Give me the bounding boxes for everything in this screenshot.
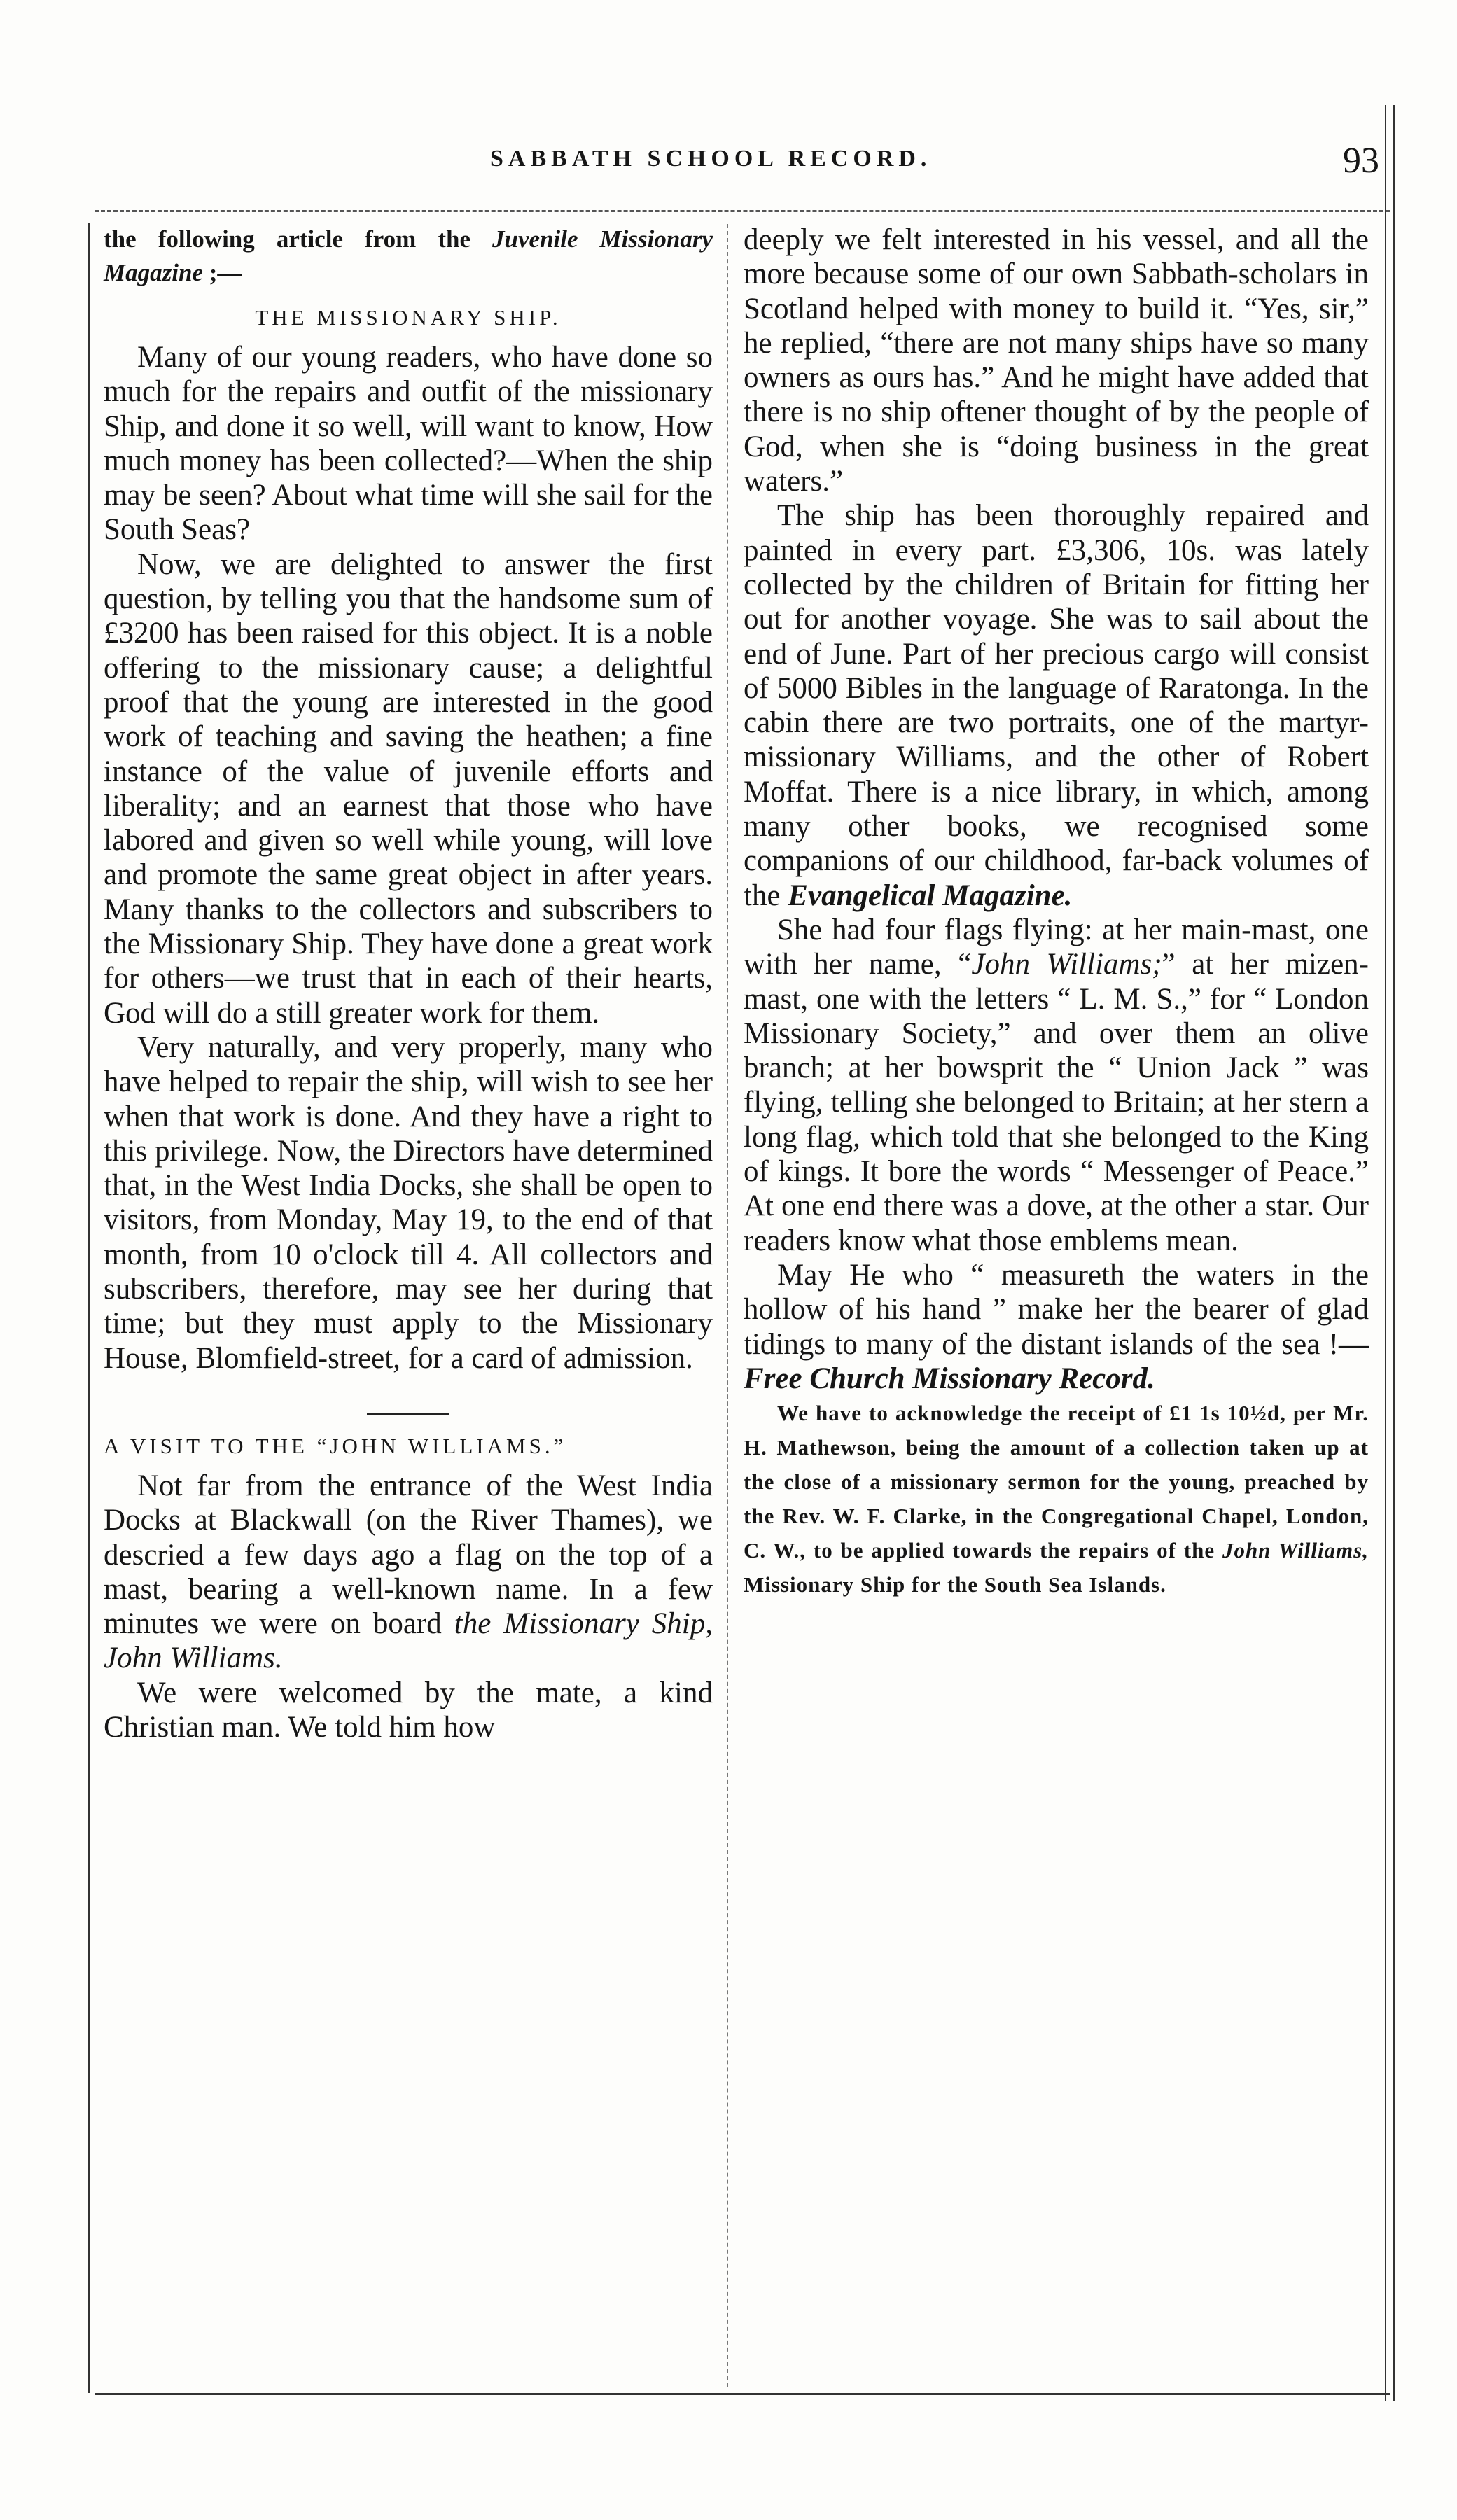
right-column	[744, 223, 1369, 1602]
paragraph-text: May He who “ measureth the waters in the hollow of his hand ” make her the bearer of glad tidings to many of the distant islands of the sea !—	[744, 1258, 1369, 1361]
column-divider	[727, 224, 728, 2387]
paragraph-text: Not far from the entrance of the West India Docks at Blackwall (on the River Thames), we descried a few days ago a flag on the top of a mast, bearing a well-known name. In a few minutes we were on board	[104, 1469, 713, 1641]
right-margin-line	[1393, 105, 1395, 2401]
right-margin-line-inner	[1385, 105, 1386, 2401]
paragraph	[744, 498, 1369, 913]
paragraph: Now, we are delighted to answer the first question, by telling you that the handsome sum of £3200 has been raised for this object. It is a noble offering to the missionary cause; a delightful proof that the young are interested in the good work of teaching and saving the heathen; a fine instance of the value of juvenile efforts and liberality; and an earnest that those who have labored and given so well while young, will love and promote the same great object in after years. Many thanks to the collectors and subscribers to the Missionary Ship. They have done a great work for others—we trust that in each of their hearts, God will do a still greater work for them.	[104, 547, 713, 1030]
magazine-title: Evangelical Magazine.	[788, 878, 1073, 912]
paragraph: deeply we felt interested in his vessel, and all the more because some of our own Sabbath-scholars in Scotland helped with money to build it. “Yes, sir,” he replied, “there are not many ships have so many owners as ours has.” And he might have added that there is no ship oftener thought of by the people of God, when she is “doing business in the great waters.”	[744, 223, 1369, 498]
running-title: SABBATH SCHOOL RECORD.	[490, 146, 932, 172]
intro-end: ;—	[202, 259, 242, 286]
paragraph: Very naturally, and very properly, many who have helped to repair the ship, will wish to see her when that work is done. And they have a right to this privilege. Now, the Directors have determined that, in the West India Docks, she shall be open to visitors, from Monday, May 19, to the end of that month, from 10 o'clock till 4. All collectors and subscribers, therefore, may see her during that time; but they must apply to the Missionary House, Blomfield-street, for a card of admission.	[104, 1030, 713, 1375]
intro-text: the following article from the	[104, 225, 493, 253]
heading-visit: A VISIT TO THE “JOHN WILLIAMS.”	[104, 1433, 567, 1458]
page-number: 93	[1343, 141, 1379, 181]
ack-text: Missionary Ship for the South Sea Islands.	[744, 1572, 1166, 1597]
paragraph-text: She had four flags flying: at her main-mast, one with her name, “	[744, 913, 1369, 981]
paragraph: We were welcomed by the mate, a kind Christian man. We told him how	[104, 1676, 713, 1744]
paragraph-text: The ship has been thoroughly repaired and painted in every part. £3,306, 10s. was lately collected by the children of Britain for fitting her out for another voyage. She was to sail about the end of June. Part of her precious cargo will consist of 5000 Bibles in the language of Raratonga. In the cabin there are two portraits, one of the martyr-missionary Williams, and the other of Robert Moffat. There is a nice library, in which, among many other books, we recognised some companions of our childhood, far-back volumes of the	[744, 499, 1369, 912]
acknowledgement-note	[744, 1396, 1369, 1602]
paragraph	[104, 1469, 713, 1676]
intro-magazine-title: Juvenile Missionary Magazine	[104, 225, 713, 286]
paragraph	[744, 913, 1369, 1258]
page-header	[448, 141, 1379, 188]
paragraph: Many of our young readers, who have done so much for the repairs and outfit of the missionary Ship, and done it so well, will want to know, How much money has been collected?—When the ship may be seen? About what time will she sail for the South Seas?	[104, 341, 713, 547]
ship-name: John Williams,	[1222, 1538, 1369, 1563]
intro-line	[104, 223, 713, 290]
source-credit: Free Church Missionary Record.	[744, 1362, 1155, 1395]
left-margin-line	[88, 223, 90, 2393]
section-divider	[367, 1413, 449, 1415]
ack-text: We have to acknowledge the receipt of £1 1s 10½d, per Mr. H. Mathewson, being the amount of a collection taken up at the close of a missionary sermon for the young, preached by the Rev. W. F. Clarke, in the Congregational Chapel, London, C. W., to be applied towards the repairs of the	[744, 1401, 1369, 1563]
footer-rule	[95, 2393, 1390, 2395]
paragraph-text: ” at her mizen-mast, one with the letters “ L. M. S.,” for “ London Missionary Society,” and over them an olive branch; at her bowsprit the “ Union Jack ” was flying, telling she belonged to Britain; at her stern a long flag, which told that she belonged to the King of kings. It bore the words “ Messenger of Peace.” At one end there was a dove, at the other a star. Our readers know what those emblems mean.	[744, 948, 1369, 1257]
header-rule	[95, 210, 1390, 212]
left-column	[104, 223, 713, 1744]
heading-missionary-ship: THE MISSIONARY SHIP.	[255, 305, 562, 330]
paragraph	[744, 1258, 1369, 1396]
ship-name: John Williams;	[971, 948, 1162, 981]
ship-name: the Missionary Ship, John Williams.	[104, 1607, 713, 1675]
